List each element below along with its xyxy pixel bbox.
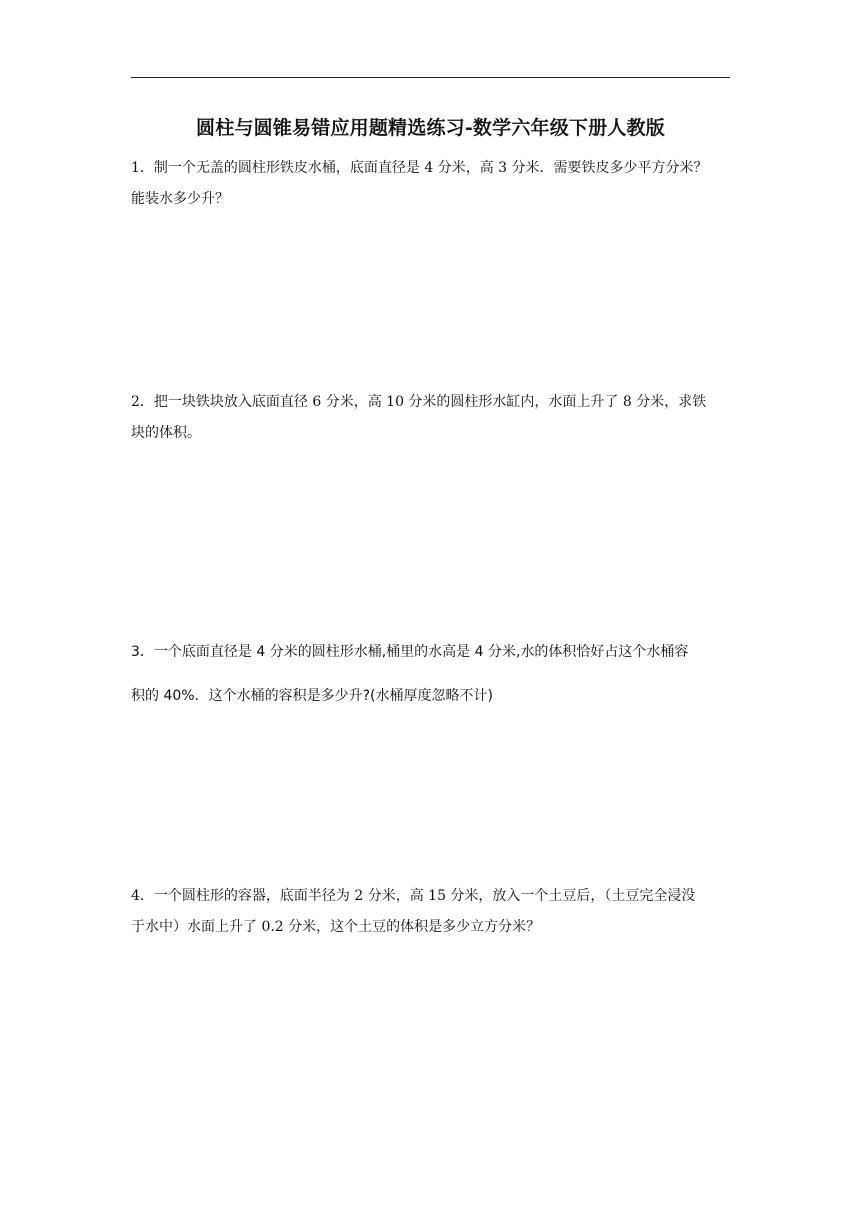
question-4-line-1: 4．一个圆柱形的容器，底面半径为 2 分米，高 15 分米，放入一个土豆后，（土豆完全浸没 <box>131 888 696 904</box>
question-2-line-2: 块的体积。 <box>131 425 201 441</box>
question-1-line-2: 能装水多少升？ <box>131 191 229 207</box>
question-3-line-2: 积的 40%．这个水桶的容积是多少升?(水桶厚度忽略不计) <box>131 688 493 704</box>
question-2 <box>131 387 734 449</box>
question-4 <box>131 881 734 943</box>
page-title: 圆柱与圆锥易错应用题精选练习-数学六年级下册人教版 <box>196 117 665 139</box>
question-1-line-1: 1．制一个无盖的圆柱形铁皮水桶，底面直径是 4 分米，高 3 分米．需要铁皮多少平方分米？ <box>131 160 708 176</box>
question-3-line-1: 3．一个底面直径是 4 分米的圆柱形水桶,桶里的水高是 4 分米,水的体积恰好占这个水桶容 <box>131 644 689 660</box>
question-4-line-2: 于水中）水面上升了 0.2 分米，这个土豆的体积是多少立方分米？ <box>131 919 541 935</box>
header-rule <box>131 77 730 78</box>
question-3 <box>131 630 734 718</box>
question-2-line-1: 2．把一块铁块放入底面直径 6 分米，高 10 分米的圆柱形水缸内，水面上升了 8 分米，求铁 <box>131 394 707 410</box>
question-1 <box>131 153 734 215</box>
